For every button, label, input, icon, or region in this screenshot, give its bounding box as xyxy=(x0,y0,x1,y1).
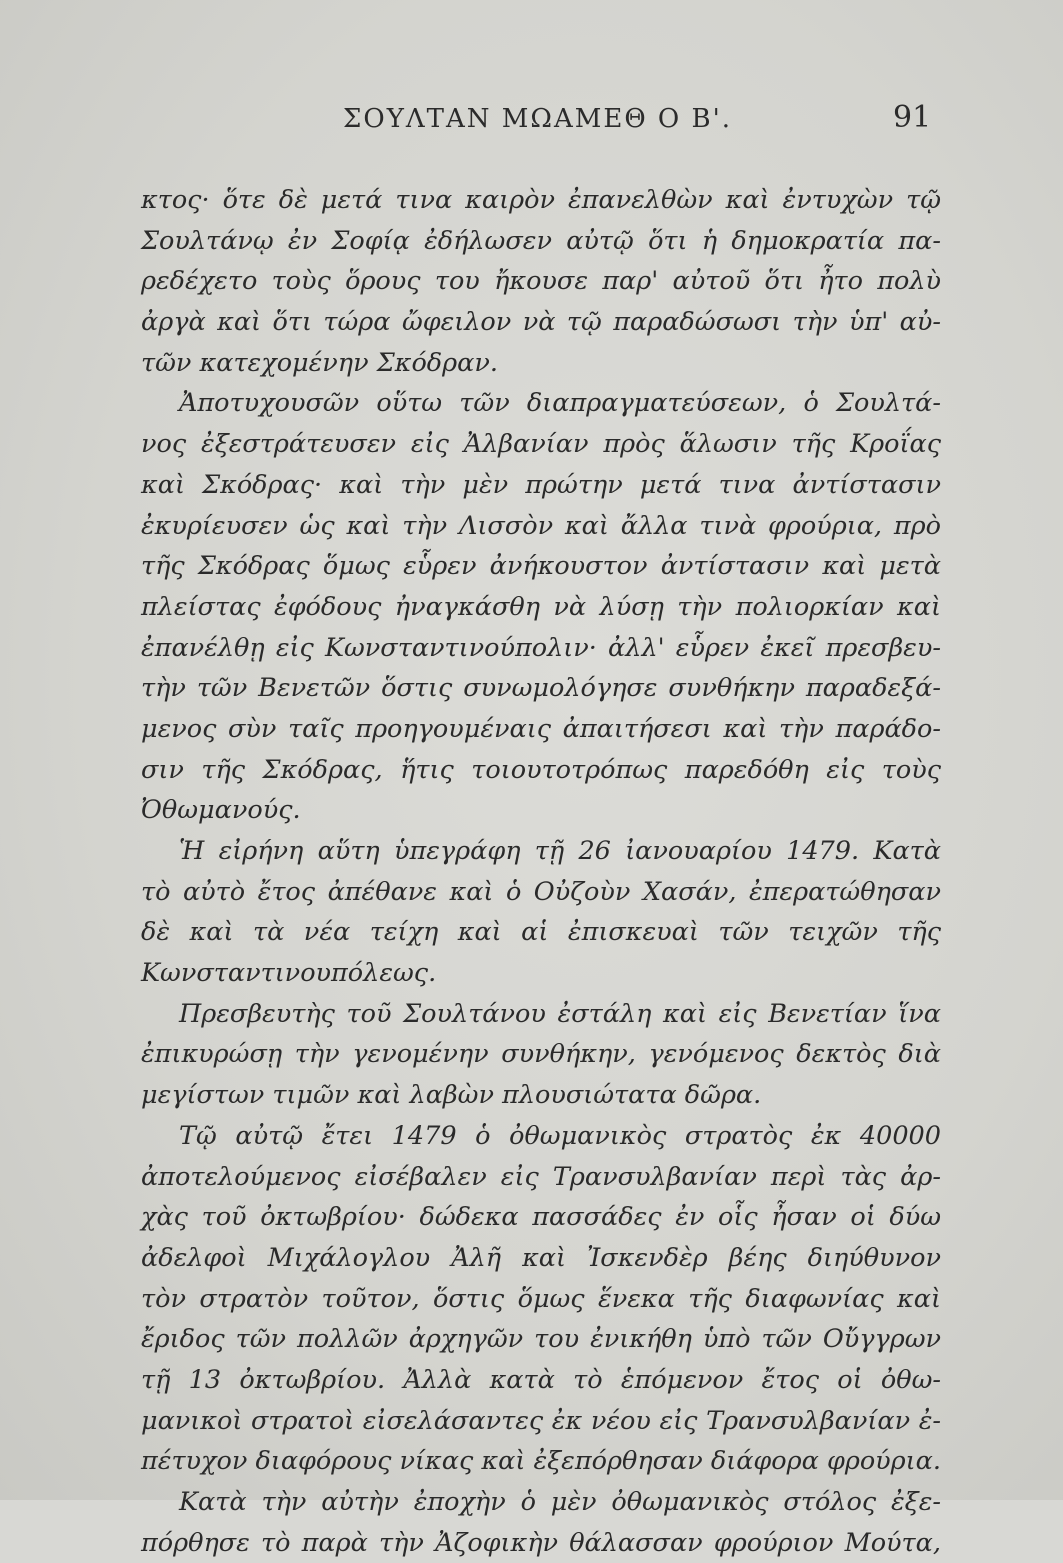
text-line: πέτυχον διαφόρους νίκας καὶ ἐξεπόρθησαν διάφορα φρούρια. xyxy=(141,1446,941,1477)
text-line: Κωνσταντινουπόλεως. xyxy=(141,958,437,989)
text-line: Πρεσβευτὴς τοῦ Σουλτάνου ἐστάλη καὶ εἰς Βενετίαν ἵνα xyxy=(179,998,941,1029)
text-line: ἀποτελούμενος εἰσέβαλεν εἰς Τρανσυλβανίαν περὶ τὰς ἀρ- xyxy=(141,1161,941,1192)
text-line: νος ἐξεστράτευσεν εἰς Ἀλβανίαν πρὸς ἅλωσιν τῆς Κροΐας xyxy=(141,429,941,460)
text-line: σιν τῆς Σκόδρας, ἥτις τοιουτοτρόπως παρεδόθη εἰς τοὺς xyxy=(141,754,941,785)
text-line: ἐπικυρώσῃ τὴν γενομένην συνθήκην, γενόμενος δεκτὸς διὰ xyxy=(141,1039,941,1070)
body-text xyxy=(141,180,941,1563)
text-line: μανικοὶ στρατοὶ εἰσελάσαντες ἐκ νέου εἰς Τρανσυλβανίαν ἐ- xyxy=(141,1405,941,1436)
text-line: Τῷ αὐτῷ ἔτει 1479 ὁ ὀθωμανικὸς στρατὸς ἐκ 40000 xyxy=(179,1120,941,1151)
text-line: μενος σὺν ταῖς προηγουμέναις ἀπαιτήσεσι καὶ τὴν παράδο- xyxy=(141,713,941,744)
text-line: τῆς Σκόδρας ὅμως εὗρεν ἀνήκουστον ἀντίστασιν καὶ μετὰ xyxy=(141,551,941,582)
text-line: δὲ καὶ τὰ νέα τείχη καὶ αἱ ἐπισκευαὶ τῶν τειχῶν τῆς xyxy=(141,917,941,948)
text-line: τῇ 13 ὀκτωβρίου. Ἀλλὰ κατὰ τὸ ἑπόμενον ἔτος οἱ ὀθω- xyxy=(141,1364,941,1395)
text-line: Ἡ εἰρήνη αὕτη ὑπεγράφη τῇ 26 ἰανουαρίου 1479. Κατὰ xyxy=(179,836,941,866)
text-line: τὴν τῶν Βενετῶν ὅστις συνωμολόγησε συνθήκην παραδεξά- xyxy=(141,673,941,704)
text-line: ἀδελφοὶ Μιχάλογλου Ἀλῆ καὶ Ἰσκενδὲρ βέης διηύθυνον xyxy=(141,1242,941,1273)
text-line: καὶ Σκόδρας· καὶ τὴν μὲν πρώτην μετά τινα ἀντίστασιν xyxy=(141,469,941,500)
text-line: Σουλτάνῳ ἐν Σοφίᾳ ἐδήλωσεν αὐτῷ ὅτι ἡ δημοκρατία πα- xyxy=(141,225,941,256)
text-line: τὸ αὐτὸ ἔτος ἀπέθανε καὶ ὁ Οὐζοὺν Χασάν, ἐπερατώθησαν xyxy=(141,876,941,907)
text-line: Ἀποτυχουσῶν οὕτω τῶν διαπραγματεύσεων, ὁ Σουλτά- xyxy=(179,388,941,419)
text-line: πλείστας ἐφόδους ἠναγκάσθη νὰ λύσῃ τὴν πολιορκίαν καὶ xyxy=(141,591,941,622)
text-line: ἀργὰ καὶ ὅτι τώρα ὤφειλον νὰ τῷ παραδώσωσι τὴν ὑπ' αὐ- xyxy=(141,307,941,338)
text-line: ἔριδος τῶν πολλῶν ἀρχηγῶν του ἐνικήθη ὑπὸ τῶν Οὔγγρων xyxy=(141,1324,941,1355)
text-line: ἐπανέλθῃ εἰς Κωνσταντινούπολιν· ἀλλ' εὗρεν ἐκεῖ πρεσβευ- xyxy=(141,632,941,663)
text-line: χὰς τοῦ ὀκτωβρίου· δώδεκα πασσάδες ἐν οἷς ἦσαν οἱ δύω xyxy=(141,1202,941,1233)
text-line: Ὀθωμανούς. xyxy=(141,795,301,826)
text-line: τὸν στρατὸν τοῦτον, ὅστις ὅμως ἕνεκα τῆς διαφωνίας καὶ xyxy=(141,1283,941,1314)
text-line: κτος· ὅτε δὲ μετά τινα καιρὸν ἐπανελθὼν καὶ ἐντυχὼν τῷ xyxy=(141,185,941,215)
text-line: πόρθησε τὸ παρὰ τὴν Ἀζοφικὴν θάλασσαν φρούριον Μούτα, xyxy=(141,1527,941,1558)
text-line: ἐκυρίευσεν ὡς καὶ τὴν Λισσὸν καὶ ἄλλα τινὰ φρούρια, πρὸ xyxy=(141,510,941,541)
text-line: τῶν κατεχομένην Σκόδραν. xyxy=(141,347,498,378)
text-line: μεγίστων τιμῶν καὶ λαβὼν πλουσιώτατα δῶρα. xyxy=(141,1080,762,1111)
text-line: Κατὰ τὴν αὐτὴν ἐποχὴν ὁ μὲν ὀθωμανικὸς στόλος ἐξε- xyxy=(179,1487,941,1517)
running-title: ΣΟΥΛΤΑΝ ΜΩΑΜΕΘ Ο Β'. xyxy=(343,104,733,134)
text-line: ρεδέχετο τοὺς ὅρους του ἤκουσε παρ' αὐτοῦ ὅτι ἦτο πολὺ xyxy=(141,266,941,297)
page-number: 91 xyxy=(893,100,932,135)
